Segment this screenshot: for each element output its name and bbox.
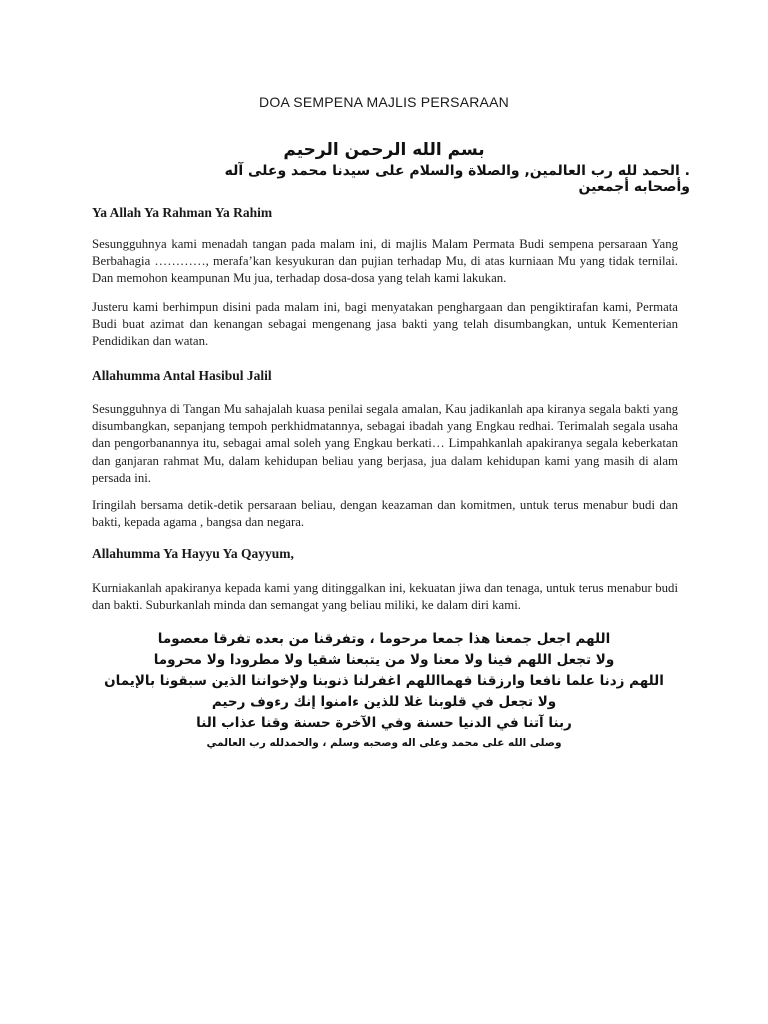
dua-line: اللهم زدنا علما نافعا وارزقنا فهمااللهم اغفرلنا ذنوبنا ولإخواننا الذين سبقونا بالإيمان	[104, 673, 664, 689]
paragraph: Justeru kami berhimpun disini pada malam ini, bagi menyatakan penghargaan dan pengiktirafan kami, Permata Budi buat azimat dan kenangan sebagai mengenang jasa bakti yang telah disumbangkan, untuk Kementerian Pendidikan dan watan.	[92, 300, 678, 349]
paragraph: Sesungguhnya kami menadah tangan pada malam ini, di majlis Malam Permata Budi sempena persaraan Yang Berbahagia …………, merafa’kan kesyukuran dan pujian terhadap Mu, di atas kurniaan Mu yang tidak ternilai. Dan memohon keampunan Mu jua, terhadap dosa-dosa yang telah kami lakukan.	[92, 237, 678, 286]
paragraph: Sesungguhnya di Tangan Mu sahajalah kuasa penilai segala amalan, Kau jadikanlah apa kiranya segala bakti yang disumbangkan, sepanjang tempoh perkhidmatannya, sebagai ibadah yang Engkau redhai. Terimalah segala usaha dan pengorbanannya itu, sebagai amal soleh yang Engkau berkati… Limpahkanlah apakiranya segala keberkatan dan ganjaran rahmat Mu, dalam kehidupan beliau yang berjasa, jua dalam kehidupan kami yang masih di alam persada ini.	[92, 402, 678, 485]
dua-line-salawat: وصلى الله على محمد وعلى اله وصحبه وسلم ، والحمدلله رب العالمي	[206, 737, 562, 749]
paragraph: Iringilah bersama detik-detik persaraan beliau, dengan keazaman dan komitmen, untuk terus menabur budi dan bakti, kepada agama , bangsa dan negara.	[92, 498, 678, 530]
closing-dua-block	[0, 629, 768, 753]
section-heading-allahumma-ya-hayyu: Allahumma Ya Hayyu Ya Qayyum,	[92, 546, 294, 561]
dua-line: ولا تجعل في قلوبنا غلا للذين ءامنوا إنك رءوف رحيم	[211, 694, 557, 710]
dua-line: اللهم اجعل جمعنا هذا جمعا مرحوما ، وتفرقنا من بعده تفرقا معصوما	[157, 631, 611, 647]
dua-line: ولا تجعل اللهم فينا ولا معنا ولا من يتبعنا شقيا ولا مطرودا ولا محروما	[153, 652, 615, 668]
section-heading-ya-allah: Ya Allah Ya Rahman Ya Rahim	[92, 205, 273, 220]
opening-praise-line: . الحمد لله رب العالمين, والصلاة والسلام على سيدنا محمد وعلى آله وأصحابه أجمعين	[224, 163, 690, 195]
dua-line: ربنا آتنا في الدنيا حسنة وفي الآخرة حسنة وقنا عذاب النا	[196, 715, 572, 731]
document-title: DOA SEMPENA MAJLIS PERSARAAN	[259, 94, 509, 110]
basmala-line: بسم الله الرحمن الرحيم	[283, 140, 485, 160]
section-heading-allahumma-antal: Allahumma Antal Hasibul Jalil	[92, 368, 272, 383]
paragraph: Kurniakanlah apakiranya kepada kami yang ditinggalkan ini, kekuatan jiwa dan tenaga, untuk terus menabur budi dan bakti. Suburkanlah minda dan semangat yang beliau miliki, ke dalam diri kami.	[92, 581, 678, 613]
